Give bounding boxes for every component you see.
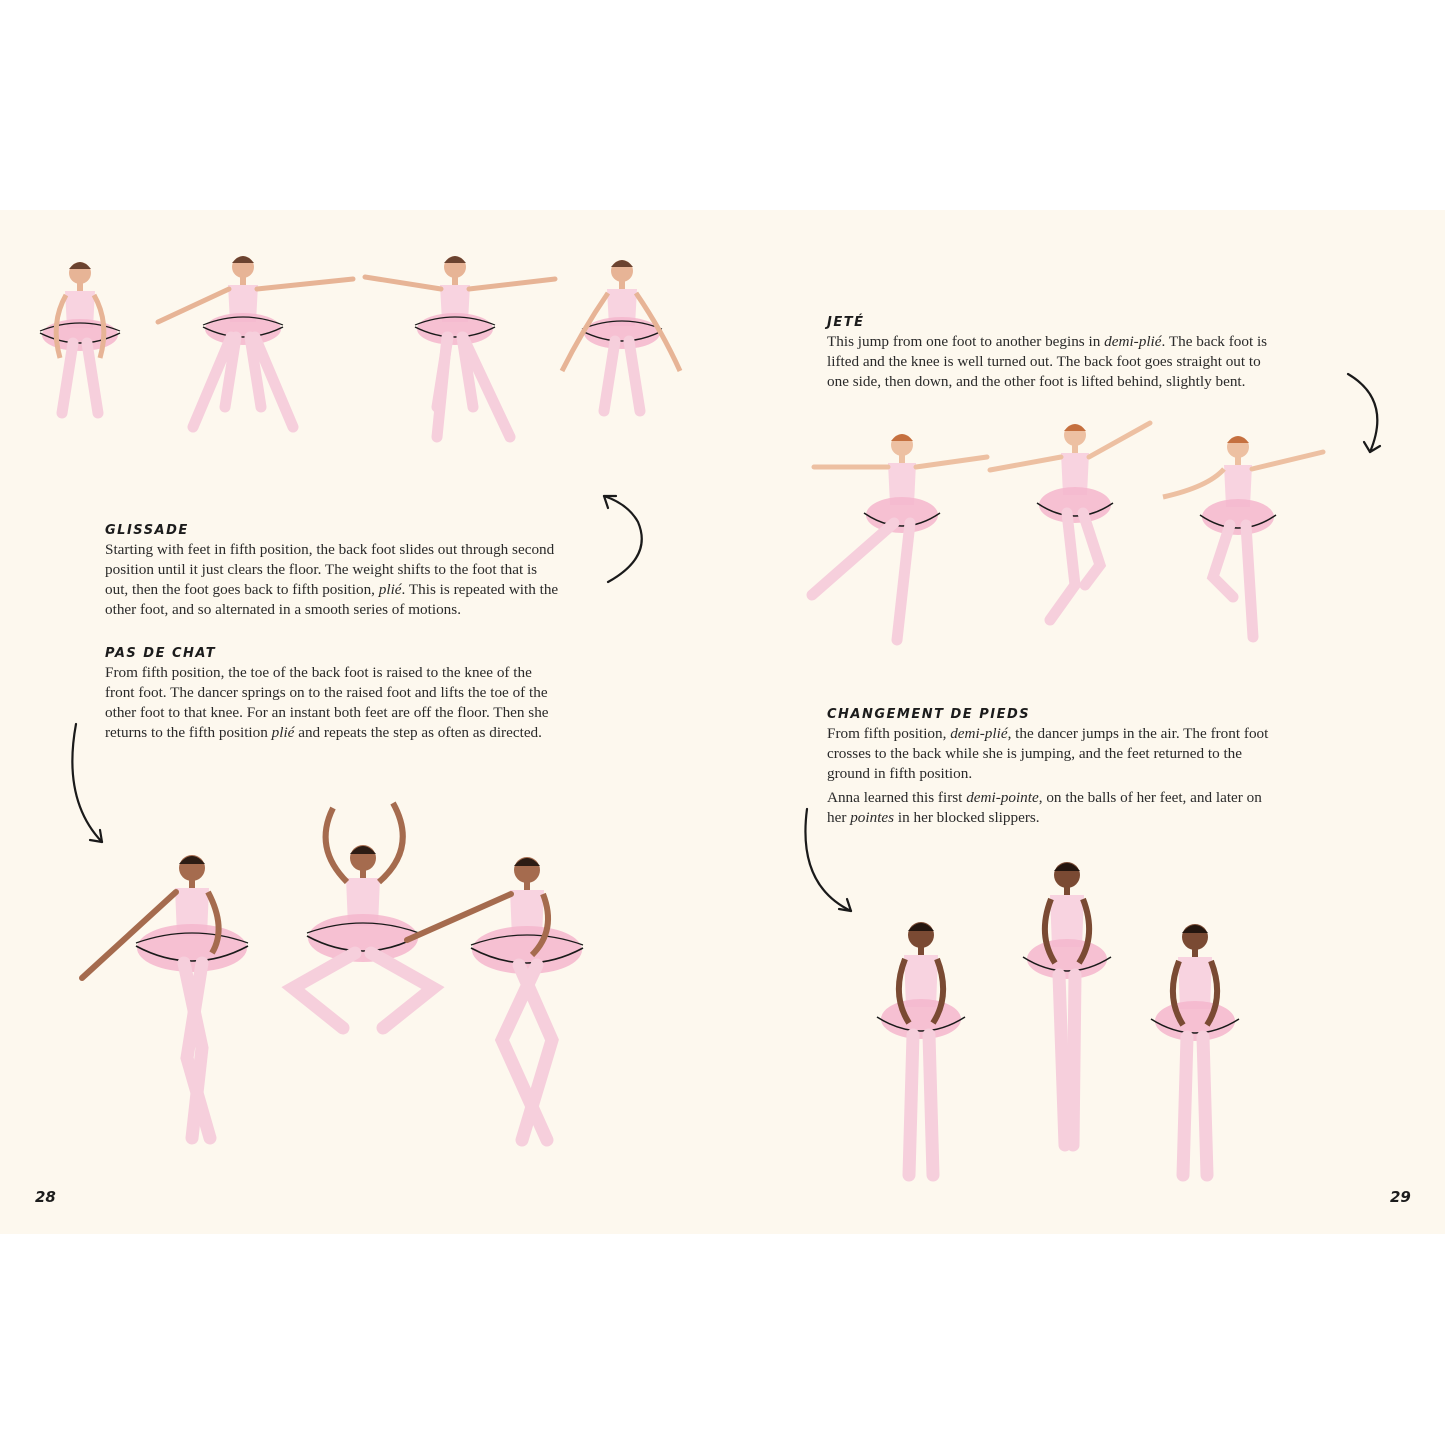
page-number-right: 29: [1390, 1188, 1411, 1206]
jete-dancers-illustration: [800, 405, 1340, 665]
changement-text: From fifth position, demi-plié, the dancer jumps in the air. The front foot crosses to the back while she is jumping, and the feet returned to the ground in fifth position.: [827, 725, 1269, 782]
pas-de-chat-text: From fifth position, the toe of the back foot is raised to the knee of the front foot. The dancer springs on to the raised foot and lifts the toe of the other foot to that knee. For an instant both feet are off the floor. Then she returns to the fifth position plié and repeats the step as often as directed.: [105, 664, 549, 741]
jete-heading: JETÉ: [827, 315, 865, 330]
curved-arrow-icon: [797, 805, 857, 915]
curved-arrow-icon: [1342, 370, 1392, 460]
pas-de-chat-dancers-illustration: [70, 790, 670, 1170]
glissade-dancers-illustration: [15, 235, 705, 495]
book-spread: [0, 210, 1445, 1234]
page-number-left: 28: [35, 1188, 56, 1206]
changement-heading: CHANGEMENT DE PIEDS: [827, 707, 1031, 722]
changement-note: Anna learned this first demi-pointe, on the balls of her feet, and later on her pointes in her blocked slippers.: [827, 789, 1262, 826]
pas-de-chat-heading: PAS DE CHAT: [105, 646, 217, 661]
glissade-text: Starting with feet in fifth position, the back foot slides out through second position until it just clears the floor. The weight shifts to the foot that is out, then the foot goes back to fifth position, plié. This is repeated with the other foot, and so alternated in a smooth series of motions.: [105, 541, 559, 618]
changement-dancers-illustration: [850, 845, 1280, 1185]
glissade-heading: GLISSADE: [105, 523, 189, 538]
jete-text: This jump from one foot to another begins in demi-plié. The back foot is lifted and the knee is well turned out. The back foot goes straight out to one side, then down, and the other foot is lifted behind, slightly bent.: [827, 333, 1268, 390]
